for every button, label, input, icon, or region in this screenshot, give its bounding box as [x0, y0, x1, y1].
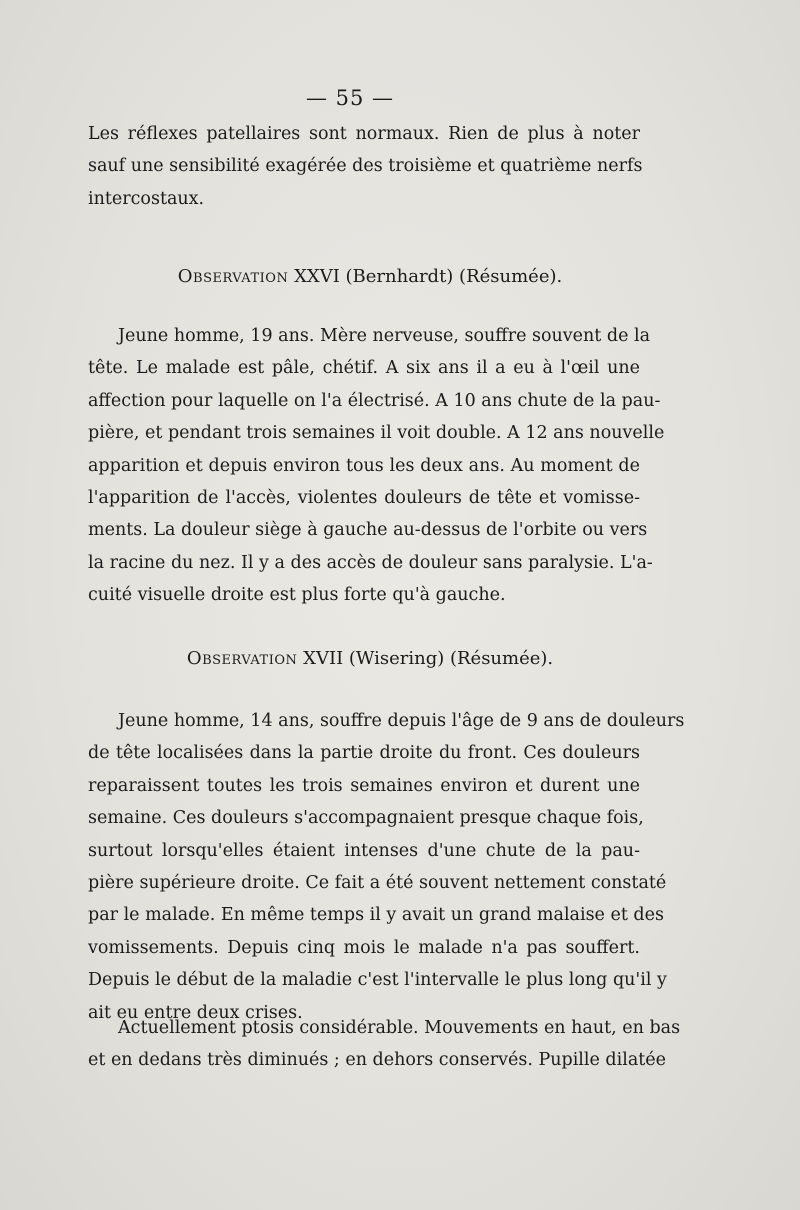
- text-line: reparaissent toutes les trois semaines environ et durent une: [88, 775, 640, 796]
- text-line: semaine. Ces douleurs s'accompagnaient presque chaque fois,: [88, 808, 644, 829]
- text-line: pière, et pendant trois semaines il voit double. A 12 ans nouvelle: [88, 423, 665, 444]
- text-line: tête. Le malade est pâle, chétif. A six ans il a eu à l'œil une: [88, 358, 640, 379]
- text-line: Jeune homme, 19 ans. Mère nerveuse, souffre souvent de la: [118, 326, 651, 346]
- text-line: pière supérieure droite. Ce fait a été souvent nettement constaté: [88, 873, 667, 894]
- observation-26-heading: [0, 266, 740, 287]
- text-line: et en dedans très diminués ; en dehors conservés. Pupille dilatée: [88, 1050, 666, 1071]
- text-line: intercostaux.: [88, 188, 205, 209]
- text-line: sauf une sensibilité exagérée des troisième et quatrième nerfs: [88, 156, 643, 177]
- text-line: apparition et depuis environ tous les deux ans. Au moment de: [88, 455, 640, 476]
- text-line: cuité visuelle droite est plus forte qu'à gauche.: [88, 585, 506, 606]
- observation-label: Observation: [186, 648, 298, 669]
- text-line: surtout lorsqu'elles étaient intenses d'une chute de la pau-: [88, 840, 640, 861]
- observation-17-continuation: [88, 1012, 681, 1077]
- text-line: Actuellement ptosis considérable. Mouvements en haut, en bas: [118, 1018, 681, 1038]
- text-line: ait eu entre deux crises.: [88, 1002, 303, 1023]
- observation-title: XVII (Wisering) (Résumée).: [303, 648, 554, 669]
- text-line: de tête localisées dans la partie droite du front. Ces douleurs: [88, 743, 640, 764]
- intro-paragraph: [88, 118, 643, 215]
- observation-17-paragraph: [88, 705, 685, 1029]
- text-line: vomissements. Depuis cinq mois le malade n'a pas souffert.: [88, 937, 640, 958]
- text-line: Jeune homme, 14 ans, souffre depuis l'âge de 9 ans de douleurs: [118, 711, 685, 731]
- observation-26-paragraph: [88, 320, 665, 612]
- observation-17-heading: [0, 648, 740, 669]
- observation-label: Observation: [177, 266, 289, 287]
- text-line: Depuis le début de la maladie c'est l'intervalle le plus long qu'il y: [88, 970, 667, 991]
- text-line: par le malade. En même temps il y avait un grand malaise et des: [88, 905, 664, 926]
- text-line: Les réflexes patellaires sont normaux. Rien de plus à noter: [88, 124, 640, 144]
- observation-title: XXVI (Bernhardt) (Résumée).: [294, 266, 563, 287]
- text-line: la racine du nez. Il y a des accès de douleur sans paralysie. L'a-: [88, 552, 653, 573]
- text-line: ments. La douleur siège à gauche au-dessus de l'orbite ou vers: [88, 520, 648, 541]
- text-line: affection pour laquelle on l'a électrisé. A 10 ans chute de la pau-: [88, 390, 661, 411]
- page-number: — 55 —: [305, 86, 395, 110]
- text-line: l'apparition de l'accès, violentes douleurs de tête et vomisse-: [88, 488, 640, 509]
